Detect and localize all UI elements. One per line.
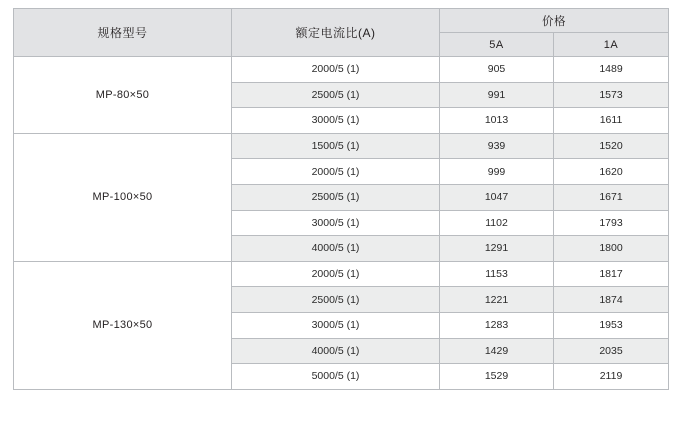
column-header-model: 规格型号 [14, 9, 232, 57]
column-header-price-1a: 1A [554, 33, 669, 57]
cell-price-1a: 1817 [554, 261, 669, 287]
cell-current-ratio: 3000/5 (1) [232, 312, 440, 338]
cell-price-5a: 991 [440, 82, 554, 108]
cell-current-ratio: 1500/5 (1) [232, 133, 440, 159]
cell-price-5a: 1529 [440, 364, 554, 390]
cell-price-5a: 1283 [440, 312, 554, 338]
table-row [14, 57, 669, 83]
cell-model: MP-100×50 [14, 133, 232, 261]
specification-price-table [13, 8, 669, 390]
cell-price-5a: 1429 [440, 338, 554, 364]
cell-current-ratio: 2500/5 (1) [232, 184, 440, 210]
cell-price-5a: 905 [440, 57, 554, 83]
cell-price-1a: 1874 [554, 287, 669, 313]
cell-current-ratio: 2000/5 (1) [232, 159, 440, 185]
cell-current-ratio: 3000/5 (1) [232, 210, 440, 236]
cell-price-1a: 1620 [554, 159, 669, 185]
cell-price-1a: 1489 [554, 57, 669, 83]
cell-current-ratio: 5000/5 (1) [232, 364, 440, 390]
cell-model: MP-130×50 [14, 261, 232, 389]
cell-current-ratio: 2500/5 (1) [232, 82, 440, 108]
cell-price-1a: 1520 [554, 133, 669, 159]
table-row [14, 261, 669, 287]
cell-price-1a: 1800 [554, 236, 669, 262]
cell-price-1a: 1793 [554, 210, 669, 236]
cell-price-5a: 1221 [440, 287, 554, 313]
cell-price-5a: 1291 [440, 236, 554, 262]
cell-price-1a: 1611 [554, 108, 669, 134]
cell-current-ratio: 2000/5 (1) [232, 261, 440, 287]
cell-current-ratio: 4000/5 (1) [232, 236, 440, 262]
column-header-current-ratio: 额定电流比(A) [232, 9, 440, 57]
cell-current-ratio: 3000/5 (1) [232, 108, 440, 134]
cell-price-5a: 939 [440, 133, 554, 159]
column-header-price-5a: 5A [440, 33, 554, 57]
cell-price-1a: 2035 [554, 338, 669, 364]
cell-price-1a: 1573 [554, 82, 669, 108]
cell-price-5a: 1013 [440, 108, 554, 134]
cell-model: MP-80×50 [14, 57, 232, 134]
cell-price-1a: 1671 [554, 184, 669, 210]
cell-price-5a: 1153 [440, 261, 554, 287]
cell-price-5a: 1047 [440, 184, 554, 210]
header-row-primary [14, 9, 669, 33]
cell-price-5a: 999 [440, 159, 554, 185]
cell-price-1a: 2119 [554, 364, 669, 390]
cell-current-ratio: 2500/5 (1) [232, 287, 440, 313]
table-body [14, 57, 669, 390]
column-header-price-group: 价格 [440, 9, 669, 33]
table-header [14, 9, 669, 57]
cell-current-ratio: 4000/5 (1) [232, 338, 440, 364]
cell-price-1a: 1953 [554, 312, 669, 338]
cell-price-5a: 1102 [440, 210, 554, 236]
table-row [14, 133, 669, 159]
cell-current-ratio: 2000/5 (1) [232, 57, 440, 83]
